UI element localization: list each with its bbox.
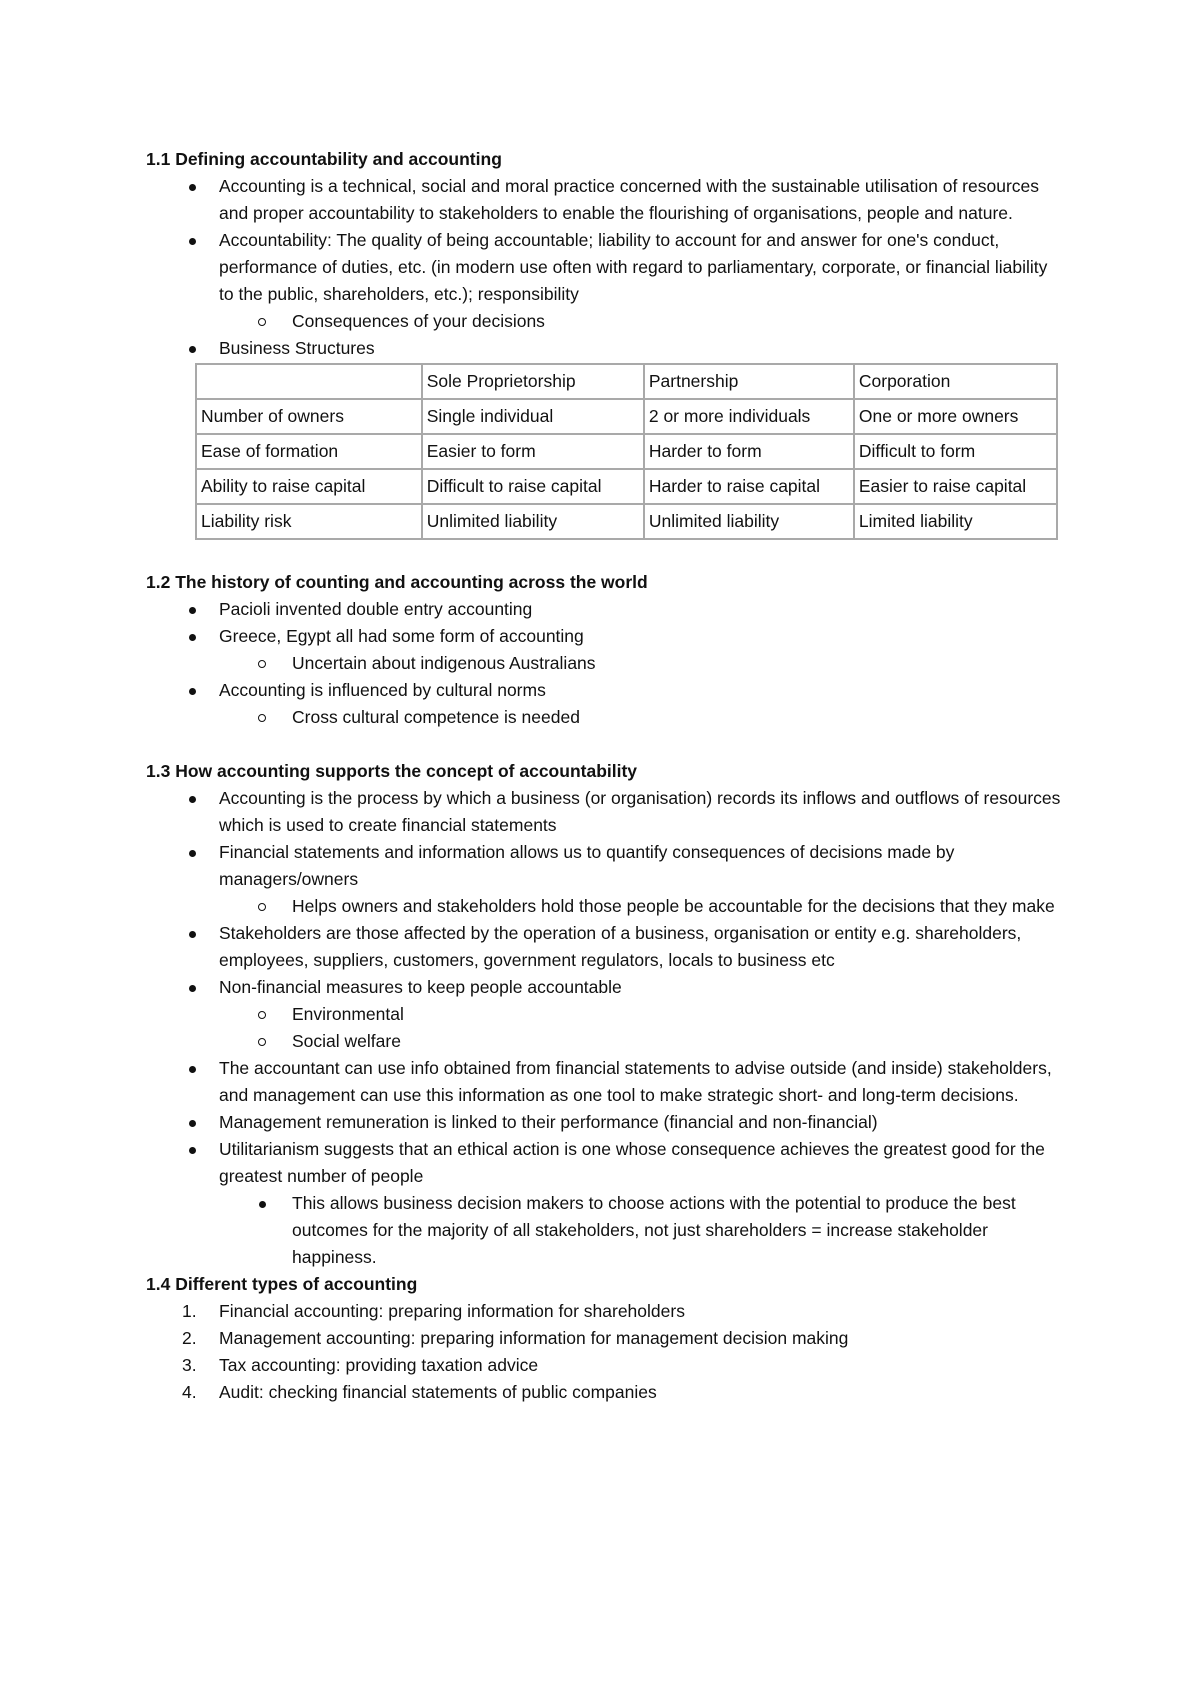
table-cell: Partnership: [644, 364, 854, 399]
business-structures-table: [195, 363, 1058, 540]
list-item: Accounting is influenced by cultural norms: [146, 677, 1066, 704]
table-cell: Sole Proprietorship: [422, 364, 644, 399]
document-content: [146, 146, 1066, 1406]
list-item: Accountability: The quality of being accountable; liability to account for and answer for one's conduct, performance of duties, etc. (in modern use often with regard to parliamentary, corporate, or financial liability to the public, shareholders, etc.); responsibility: [146, 227, 1066, 308]
section-heading-1-4: 1.4 Different types of accounting: [146, 1274, 418, 1294]
list-item: The accountant can use info obtained from financial statements to advise outside (and inside) stakeholders, and management can use this information as one tool to make strategic short- and long-term decisions.: [146, 1055, 1066, 1109]
item-text: Tax accounting: providing taxation advice: [219, 1355, 539, 1375]
list-item: Financial statements and information allows us to quantify consequences of decisions made by managers/owners: [146, 839, 1066, 893]
spacer: [146, 542, 1066, 569]
table-cell: One or more owners: [854, 399, 1057, 434]
spacer: [146, 731, 1066, 758]
item-number: 1.: [182, 1301, 197, 1321]
section-1-3-list: [146, 785, 1066, 1271]
list-item: Management remuneration is linked to their performance (financial and non-financial): [146, 1109, 1066, 1136]
table-cell: Corporation: [854, 364, 1057, 399]
table-cell: Ease of formation: [196, 434, 422, 469]
list-item: Accounting is the process by which a business (or organisation) records its inflows and outflows of resources which is used to create financial statements: [146, 785, 1066, 839]
section-heading-1-3: 1.3 How accounting supports the concept of accountability: [146, 761, 638, 781]
table-cell: Number of owners: [196, 399, 422, 434]
list-item: Pacioli invented double entry accounting: [146, 596, 1066, 623]
item-number: 3.: [182, 1355, 197, 1375]
numbered-item: [146, 1379, 1066, 1406]
item-text: Audit: checking financial statements of public companies: [219, 1382, 657, 1402]
list-item: Accounting is a technical, social and moral practice concerned with the sustainable utilisation of resources and proper accountability to stakeholders to enable the flourishing of organisations, people and nature.: [146, 173, 1066, 227]
table-cell: Harder to raise capital: [644, 469, 854, 504]
table-cell: Single individual: [422, 399, 644, 434]
item-number: 2.: [182, 1328, 197, 1348]
section-1-4-list: [146, 1298, 1066, 1406]
table-cell: Limited liability: [854, 504, 1057, 539]
table-cell: Difficult to raise capital: [422, 469, 644, 504]
sub-list-item: Helps owners and stakeholders hold those people be accountable for the decisions that they make: [146, 893, 1066, 920]
table-row: [196, 399, 1057, 434]
sub-list-item: This allows business decision makers to choose actions with the potential to produce the best outcomes for the majority of all stakeholders, not just shareholders = increase stakeholder happiness.: [146, 1190, 1066, 1271]
table-cell: Harder to form: [644, 434, 854, 469]
numbered-item: [146, 1352, 1066, 1379]
item-text: Management accounting: preparing information for management decision making: [219, 1328, 849, 1348]
table-cell: Difficult to form: [854, 434, 1057, 469]
sub-list-item: Uncertain about indigenous Australians: [146, 650, 1066, 677]
section-heading-1-1: 1.1 Defining accountability and accounting: [146, 149, 502, 169]
item-number: 4.: [182, 1382, 197, 1402]
list-item: Stakeholders are those affected by the operation of a business, organisation or entity e.g. shareholders, employees, suppliers, customers, government regulators, locals to business etc: [146, 920, 1066, 974]
table-cell: Unlimited liability: [422, 504, 644, 539]
table-header-row: [196, 364, 1057, 399]
table-cell: Ability to raise capital: [196, 469, 422, 504]
table-cell: [196, 364, 422, 399]
section-heading-1-2: 1.2 The history of counting and accounting across the world: [146, 572, 648, 592]
numbered-item: [146, 1298, 1066, 1325]
list-item: Business Structures: [146, 335, 1066, 362]
table-cell: Easier to form: [422, 434, 644, 469]
table-row: [196, 469, 1057, 504]
list-item: Greece, Egypt all had some form of accounting: [146, 623, 1066, 650]
table-cell: Unlimited liability: [644, 504, 854, 539]
table-row: [196, 434, 1057, 469]
sub-list-item: Cross cultural competence is needed: [146, 704, 1066, 731]
table-cell: 2 or more individuals: [644, 399, 854, 434]
list-item: Utilitarianism suggests that an ethical action is one whose consequence achieves the greatest good for the greatest number of people: [146, 1136, 1066, 1190]
table-row: [196, 504, 1057, 539]
sub-list-item: Consequences of your decisions: [146, 308, 1066, 335]
table-cell: Liability risk: [196, 504, 422, 539]
numbered-item: [146, 1325, 1066, 1352]
section-1-2-list: [146, 596, 1066, 731]
item-text: Financial accounting: preparing information for shareholders: [219, 1301, 685, 1321]
sub-list-item: Environmental: [146, 1001, 1066, 1028]
table-cell: Easier to raise capital: [854, 469, 1057, 504]
sub-list-item: Social welfare: [146, 1028, 1066, 1055]
list-item: Non-financial measures to keep people accountable: [146, 974, 1066, 1001]
section-1-1-list: [146, 173, 1066, 362]
